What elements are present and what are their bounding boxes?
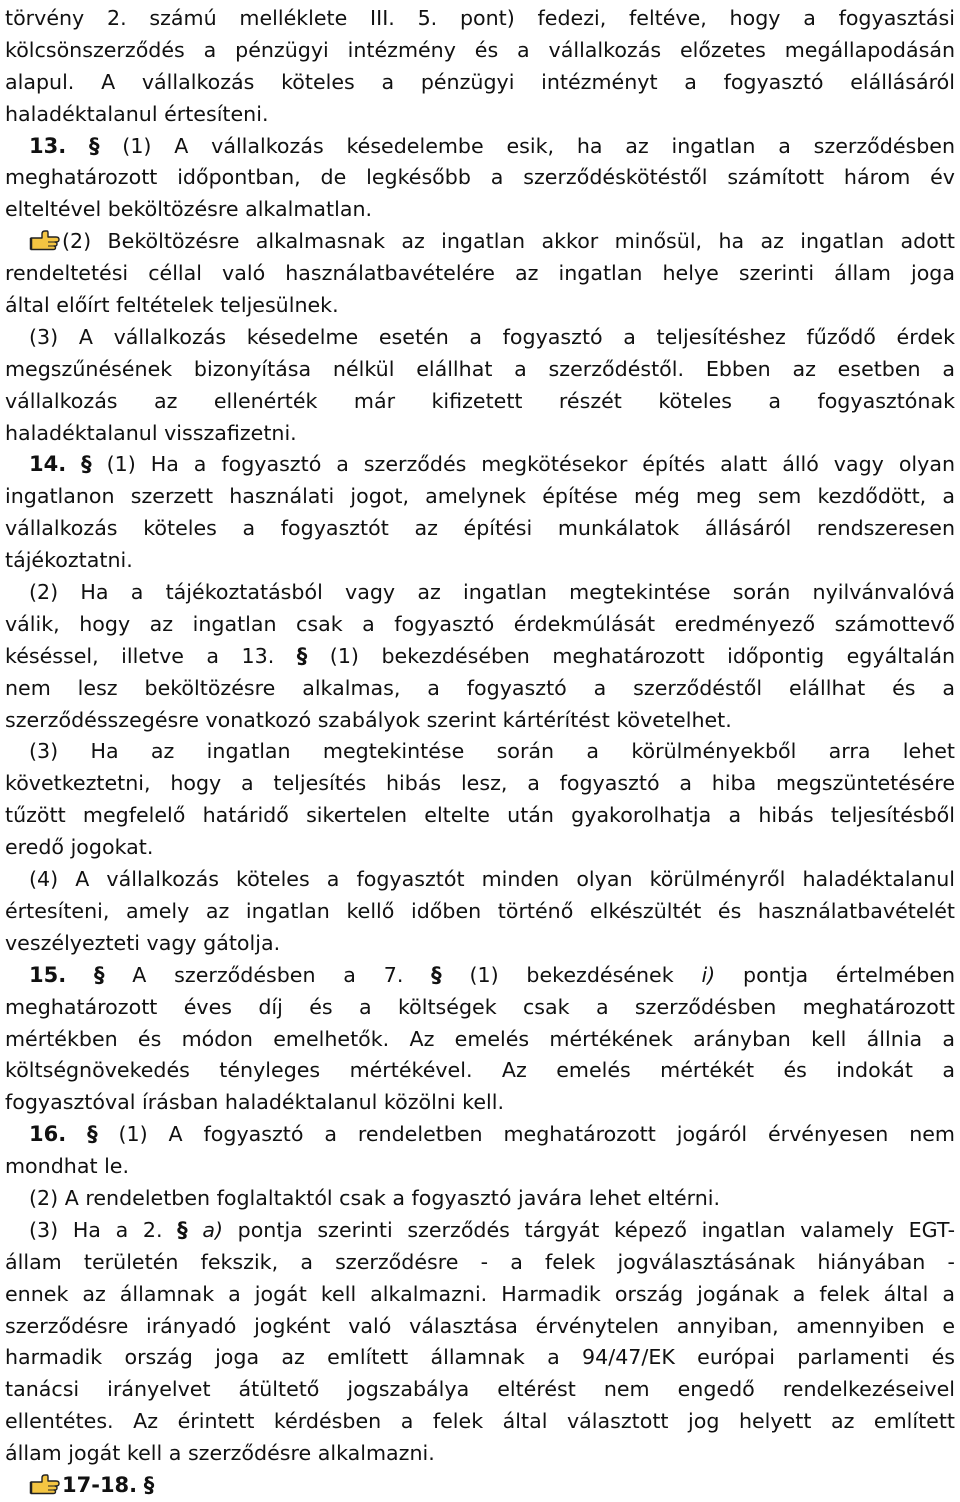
section-sign-link[interactable]: § [94, 962, 105, 987]
text-line: elteltével beköltözésre alkalmatlan. [5, 197, 373, 222]
text-line: szerződésre irányadó jogként való választása érvénytelen annyiban, amennyiben e [5, 1313, 955, 1338]
text-line: megszűnésének bizonyítása nélkül elállhat a szerződéstől. Ebben az esetben a [5, 356, 955, 381]
text-line: ennek az államnak a jogát kell alkalmazni. Harmadik ország jogának a felek által a [5, 1281, 955, 1306]
text-line: mértékben és módon emelhetők. Az emelés mértékének arányban kell állnia a [5, 1026, 955, 1051]
text-line: rendeltetési céllal való használatbavételére az ingatlan helye szerinti állam joga [5, 261, 955, 286]
text-line: (2) Ha a tájékoztatásból vagy az ingatlan megtekintése során nyilvánvalóvá [29, 580, 955, 605]
text-line: fogyasztóval írásban haladéktalanul közölni kell. [5, 1090, 505, 1115]
pointing-hand-icon[interactable] [29, 229, 60, 251]
text-line: (2) A rendeletben foglaltaktól csak a fogyasztó javára lehet eltérni. [29, 1185, 721, 1210]
text-line: veszélyezteti vagy gátolja. [5, 930, 281, 955]
text-line: kölcsönszerződés a pénzügyi intézmény és a vállalkozás előzetes megállapodásán [5, 37, 955, 62]
section-sign-link[interactable]: § [143, 1472, 155, 1497]
text-line: szerződésszegésre vonatkozó szabályok szerint kártérítést követelhet. [5, 707, 732, 732]
text-line: állam jogát kell a szerződésre alkalmazni. [5, 1441, 435, 1466]
section-sign-link[interactable]: § [87, 1122, 98, 1147]
section-sign-link[interactable]: § [89, 133, 100, 158]
section-number: 15. [29, 962, 67, 987]
text-line: (3) Ha a 2. § a) pontja szerinti szerződés tárgyát képező ingatlan valamely EGT- [5, 1215, 955, 1247]
section-number: 17-18. [62, 1472, 138, 1497]
text-line: alapul. A vállalkozás köteles a pénzügyi intézményt a fogyasztó elállásáról [5, 69, 955, 94]
text-line: költségnövekedés tényleges mértékével. Az emelés mértékét és indokát a [5, 1058, 955, 1083]
text-line: (3) A vállalkozás késedelme esetén a fogyasztó a teljesítéshez fűződő érdek [29, 324, 955, 349]
pointing-hand-icon[interactable] [29, 1473, 60, 1495]
text-line: haladéktalanul visszafizetni. [5, 420, 297, 445]
text-line: állam területén fekszik, a szerződésre - a felek jogválasztásának hiányában - [5, 1249, 955, 1274]
section-16-heading-line: 16. § (1) A fogyasztó a rendeletben meghatározott jogáról érvényesen nem [5, 1119, 955, 1151]
text-line: ellentétes. Az érintett kérdésben a felek által választott jog helyett az említett [5, 1409, 955, 1434]
text-line: által előírt feltételek teljesülnek. [5, 293, 339, 318]
text-line: következtetni, hogy a teljesítés hibás lesz, a fogyasztó a hiba megszüntetésére [5, 771, 955, 796]
section-sign-link[interactable]: § [177, 1217, 188, 1242]
text-line: harmadik ország joga az említett államnak a 94/47/EK európai parlamenti és [5, 1345, 955, 1370]
text-line: nem lesz beköltözésre alkalmas, a fogyasztó a szerződéstől elállhat és a [5, 675, 955, 700]
document-page [5, 3, 955, 1502]
text-line: eredő jogokat. [5, 835, 154, 860]
section-sign-link[interactable]: § [431, 962, 442, 987]
text-line: meghatározott éves díj és a költségek csak a szerződésben meghatározott [5, 994, 955, 1019]
section-sign-link[interactable]: § [296, 643, 308, 668]
text-line: értesíteni, amely az ingatlan kellő időben történő elkészültét és használatbavételét [5, 898, 955, 923]
text-line: tűzött megfelelő határidő sikertelen eltelte után gyakorolhatja a hibás teljesítésből [5, 803, 955, 828]
pointer-paragraph-line: (2) Beköltözésre alkalmasnak az ingatlan akkor minősül, ha az ingatlan adott [5, 226, 955, 258]
section-number: 16. [29, 1122, 67, 1147]
text-line: késéssel, illetve a 13. § (1) bekezdésében meghatározott időpontig egyáltalán [5, 641, 955, 673]
section-13-heading-line: 13. § (1) A vállalkozás késedelembe esik, ha az ingatlan a szerződésben [5, 131, 955, 163]
text-line: válik, hogy az ingatlan csak a fogyasztó érdekmúlását eredményező számottevő [5, 611, 955, 636]
text-line: vállalkozás köteles a fogyasztót az építési munkálatok állásáról rendszeresen [5, 516, 955, 541]
section-14-heading-line: 14. § (1) Ha a fogyasztó a szerződés megkötésekor építés alatt álló vagy olyan [5, 449, 955, 481]
text-line: tanácsi irányelvet átültető jogszabálya eltérést nem engedő rendelkezéseivel [5, 1377, 955, 1402]
text-line: vállalkozás az ellenérték már kifizetett részét köteles a fogyasztónak [5, 388, 955, 413]
section-number: 14. [29, 452, 67, 477]
text-line: törvény 2. számú melléklete III. 5. pont) fedezi, feltéve, hogy a fogyasztási [5, 6, 955, 30]
section-15-heading-line: 15. § A szerződésben a 7. § (1) bekezdésének i) pontja értelmében [5, 960, 955, 992]
section-sign-link[interactable]: § [81, 452, 92, 477]
text-line: haladéktalanul értesíteni. [5, 101, 269, 126]
section-number: 13. [29, 133, 67, 158]
text-line: meghatározott időpontban, de legkésőbb a szerződéskötéstől számított három év [5, 165, 955, 190]
text-line: (3) Ha az ingatlan megtekintése során a körülményekből arra lehet [29, 739, 955, 764]
text-line: (4) A vállalkozás köteles a fogyasztót minden olyan körülményről haladéktalanul [29, 867, 955, 892]
section-17-18-heading-line [5, 1470, 955, 1502]
text-line: tájékoztatni. [5, 548, 133, 573]
text-line: mondhat le. [5, 1154, 130, 1179]
text-line: ingatlanon szerzett használati jogot, amelynek építése még meg sem kezdődött, a [5, 484, 955, 509]
